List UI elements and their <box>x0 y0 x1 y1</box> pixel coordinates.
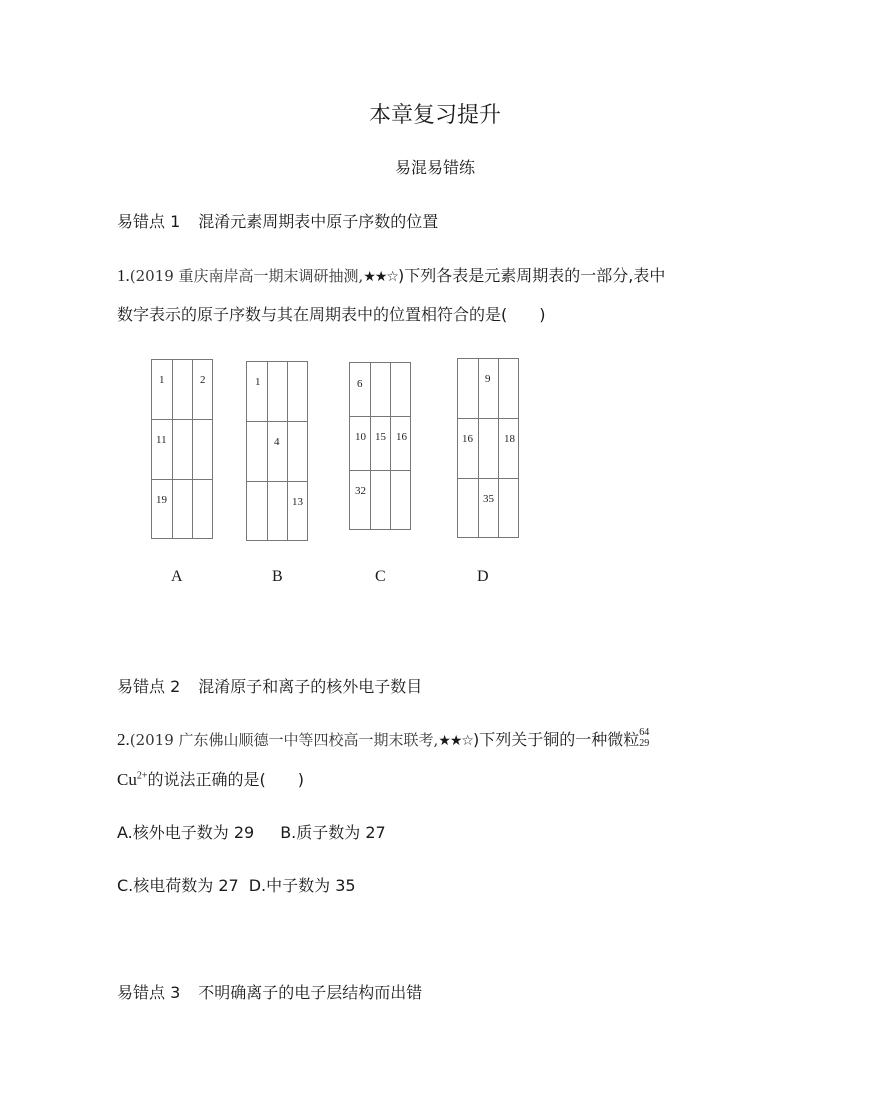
table-a-cell: 1 <box>159 374 165 386</box>
table-d-cell: 16 <box>462 433 473 445</box>
option-d: D.中子数为 35 <box>248 876 356 895</box>
table-c-cell: 6 <box>357 378 363 390</box>
option-c: C.核电荷数为 27 <box>117 876 239 895</box>
table-a-cell: 2 <box>200 374 206 386</box>
table-d-cell: 9 <box>485 373 491 385</box>
table-a-label: A <box>171 568 183 585</box>
error-point-3-text: 不明确离子的电子层结构而出错 <box>198 983 423 1002</box>
section-subtitle: 易混易错练 <box>394 158 475 177</box>
table-b <box>246 361 308 541</box>
difficulty-stars-icon: ★★☆ <box>438 733 473 749</box>
error-point-1 <box>117 209 438 232</box>
question-1-number: 1. <box>117 266 130 285</box>
question-2-number: 2. <box>117 730 130 749</box>
table-b-label: B <box>272 568 283 585</box>
table-c-cell: 10 <box>355 431 366 443</box>
question-1-line-1 <box>117 263 665 286</box>
table-d <box>457 358 519 538</box>
table-d-cell: 35 <box>483 493 494 505</box>
atomic-number: 29 <box>639 738 650 749</box>
table-c-cell: 16 <box>396 431 407 443</box>
question-1-text-a: )下列各表是元素周期表的一部分,表中 <box>397 266 666 285</box>
option-a: A.核外电子数为 29 <box>117 823 255 842</box>
error-point-1-text: 混淆元素周期表中原子序数的位置 <box>198 212 439 231</box>
options-row-1 <box>117 820 386 843</box>
table-a-cell: 11 <box>156 434 167 446</box>
error-point-3 <box>117 980 422 1003</box>
options-row-2 <box>117 873 356 896</box>
question-1-line-2: 数字表示的原子序数与其在周期表中的位置相符合的是( ) <box>117 305 546 324</box>
error-point-2 <box>117 674 422 697</box>
table-a <box>151 359 213 539</box>
option-b: B.质子数为 27 <box>280 823 386 842</box>
mass-number: 64 <box>639 727 650 738</box>
question-2-text-b: 的说法正确的是( ) <box>147 770 304 789</box>
question-2-line-2 <box>117 767 304 790</box>
copper-symbol: Cu <box>117 770 137 789</box>
table-c-label: C <box>375 568 386 585</box>
table-c <box>349 362 411 530</box>
table-d-cell: 18 <box>504 433 515 445</box>
error-point-2-label: 易错点 2 <box>117 677 181 696</box>
error-point-2-text: 混淆原子和离子的核外电子数目 <box>198 677 423 696</box>
table-b-cell: 13 <box>292 496 303 508</box>
table-b-cell: 4 <box>274 436 280 448</box>
question-2-text-a: )下列关于铜的一种微粒 <box>472 730 640 749</box>
page-title: 本章复习提升 <box>368 103 501 128</box>
question-1-source: (2019 重庆南岸高一期末调研抽测, <box>129 267 364 285</box>
table-b-cell: 1 <box>255 376 261 388</box>
error-point-1-label: 易错点 1 <box>117 212 181 231</box>
table-c-cell: 15 <box>375 431 386 443</box>
table-d-label: D <box>477 568 489 585</box>
table-a-cell: 19 <box>156 494 167 506</box>
question-2-source: (2019 广东佛山顺德一中等四校高一期末联考, <box>129 731 439 749</box>
ion-charge: 2+ <box>136 770 148 782</box>
table-c-cell: 32 <box>355 485 366 497</box>
difficulty-stars-icon: ★★☆ <box>363 269 398 285</box>
question-2-line-1 <box>117 727 653 752</box>
isotope-notation <box>639 728 653 752</box>
error-point-3-label: 易错点 3 <box>117 983 181 1002</box>
